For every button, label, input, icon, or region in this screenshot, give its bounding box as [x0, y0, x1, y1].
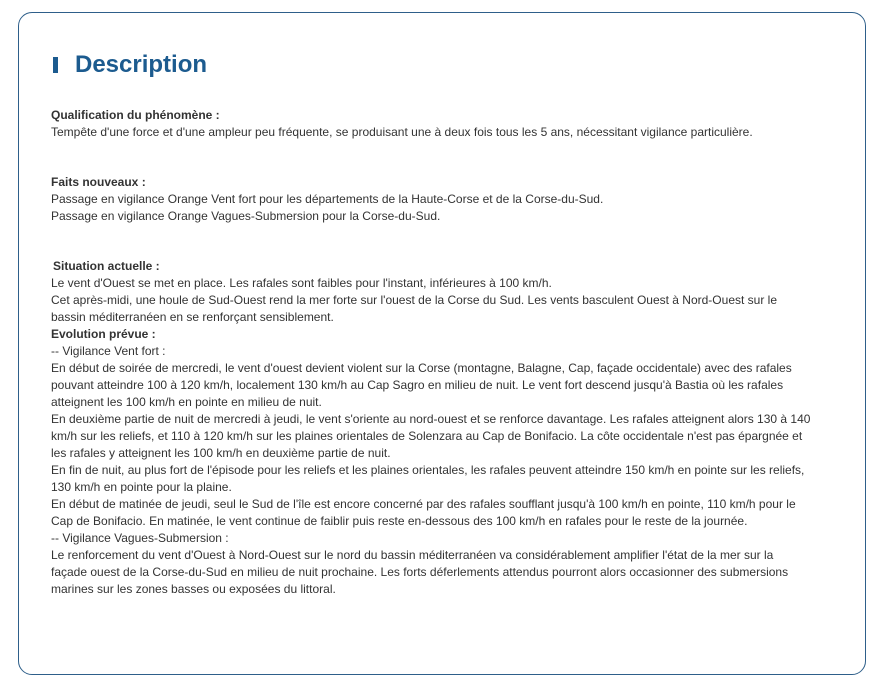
evolution-line: En fin de nuit, au plus fort de l'épisode pour les reliefs et les plaines orientales, les rafales peuvent atteindre 150 km/h en pointe sur les reliefs, 130 km/h en pointe pour la plaine. [51, 463, 805, 494]
faits-title: Faits nouveaux : [51, 175, 146, 189]
evolution-line: -- Vigilance Vagues-Submersion : [51, 531, 229, 545]
qualification-title: Qualification du phénomène : [51, 108, 220, 122]
description-content [51, 107, 811, 598]
evolution-block [51, 326, 811, 598]
evolution-line: -- Vigilance Vent fort : [51, 344, 166, 358]
qualification-block [51, 107, 811, 141]
heading-bar-icon [53, 57, 58, 73]
faits-line: Passage en vigilance Orange Vagues-Submersion pour la Corse-du-Sud. [51, 209, 441, 223]
section-heading [53, 51, 207, 79]
evolution-line: En début de soirée de mercredi, le vent d'ouest devient violent sur la Corse (montagne, Balagne, Cap, façade occidentale) avec des rafales pouvant atteindre 100 à 120 km/h, localement 130 km/h au Cap Sagro en milieu de nuit. Le vent fort descend jusqu'à Bastia où les rafales atteignent les 100 km/h en pointe en milieu de nuit. [51, 361, 792, 409]
evolution-line: Le renforcement du vent d'Ouest à Nord-Ouest sur le nord du bassin méditerranéen va considérablement amplifier l'état de la mer sur la façade ouest de la Corse-du-Sud en milieu de nuit prochaine. Les forts déferlements attendus pourront alors occasionner des submersions marines sur les zones basses ou exposées du littoral. [51, 548, 789, 596]
evolution-line: En deuxième partie de nuit de mercredi à jeudi, le vent s'oriente au nord-ouest et se renforce davantage. Les rafales atteignent alors 130 à 140 km/h sur les reliefs, et 110 à 120 km/h sur les plaines orientales de Solenzara au Cap de Bonifacio. La côte occidentale n'est pas épargnée et les rafales y atteignent les 100 km/h en deuxième partie de nuit. [51, 412, 811, 460]
situation-title: Situation actuelle : [53, 259, 160, 273]
situation-line: Cet après-midi, une houle de Sud-Ouest rend la mer forte sur l'ouest de la Corse du Sud. Les vents basculent Ouest à Nord-Ouest sur le bassin méditerranéen en se renforçant sensiblement. [51, 293, 777, 324]
situation-line: Le vent d'Ouest se met en place. Les rafales sont faibles pour l'instant, inférieures à 100 km/h. [51, 276, 552, 290]
qualification-text: Tempête d'une force et d'une ampleur peu fréquente, se produisant une à deux fois tous les 5 ans, nécessitant vigilance particulière. [51, 125, 753, 139]
evolution-line: En début de matinée de jeudi, seul le Sud de l'île est encore concerné par des rafales soufflant jusqu'à 100 km/h en pointe, 110 km/h pour le Cap de Bonifacio. En matinée, le vent continue de faiblir puis reste en-dessous des 100 km/h en rafales pour le reste de la journée. [51, 497, 796, 528]
faits-block [51, 174, 811, 225]
page-title: Description [75, 51, 208, 78]
evolution-title: Evolution prévue : [51, 327, 156, 341]
faits-line: Passage en vigilance Orange Vent fort pour les départements de la Haute-Corse et de la Corse-du-Sud. [51, 192, 604, 206]
situation-block [51, 258, 811, 326]
